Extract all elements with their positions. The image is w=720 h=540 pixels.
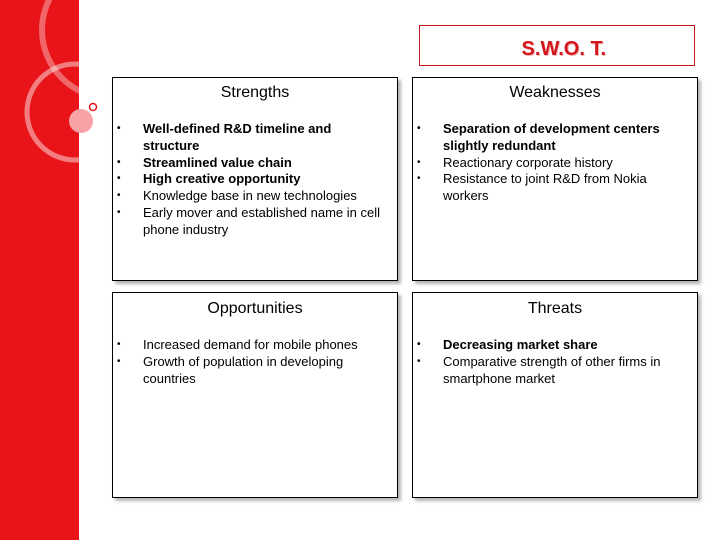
strengths-quadrant — [112, 77, 398, 281]
bullet-icon: • — [417, 355, 421, 367]
bullet-icon: • — [117, 355, 121, 367]
threats-item-text: Decreasing market share — [443, 337, 598, 352]
slide-title: S.W.O. T. — [521, 38, 606, 60]
weaknesses-list — [413, 121, 699, 205]
left-accent-bar — [0, 0, 79, 540]
bullet-icon: • — [417, 339, 421, 350]
threats-quadrant — [412, 292, 698, 498]
weaknesses-quadrant — [412, 77, 698, 281]
bullet-icon: • — [117, 190, 121, 202]
threats-item — [413, 354, 699, 388]
strengths-item-text: Early mover and established name in cell phone industry — [143, 204, 381, 237]
deco-dot-small — [90, 104, 97, 111]
weaknesses-item-text: Resistance to joint R&D from Nokia workers — [443, 171, 647, 204]
bullet-icon: • — [417, 173, 421, 185]
weaknesses-item — [413, 155, 699, 172]
opportunities-item — [113, 337, 399, 354]
weaknesses-item-text: Reactionary corporate history — [443, 154, 613, 170]
bullet-icon: • — [117, 123, 121, 134]
bullet-icon: • — [417, 156, 421, 168]
strengths-list — [113, 121, 399, 239]
bullet-icon: • — [117, 156, 121, 168]
opportunities-quadrant — [112, 292, 398, 498]
bullet-icon: • — [117, 206, 121, 218]
strengths-item-text: Streamlined value chain — [143, 154, 292, 170]
weaknesses-heading: Weaknesses — [509, 84, 601, 101]
strengths-item — [113, 155, 399, 172]
opportunities-heading: Opportunities — [207, 300, 303, 317]
strengths-item — [113, 171, 399, 188]
strengths-item — [113, 121, 399, 155]
weaknesses-item-text: Separation of development centers slightly redundant — [443, 121, 660, 153]
threats-list — [413, 337, 699, 387]
strengths-item — [113, 188, 399, 205]
bullet-icon: • — [117, 339, 121, 350]
strengths-item-text: High creative opportunity — [143, 171, 301, 187]
threats-item-text: Comparative strength of other firms in smartphone market — [443, 353, 661, 386]
bullet-icon: • — [117, 173, 121, 185]
bullet-icon: • — [417, 123, 421, 134]
weaknesses-item — [413, 171, 699, 205]
opportunities-list — [113, 337, 399, 387]
threats-heading: Threats — [527, 300, 583, 317]
weaknesses-item — [413, 121, 699, 155]
strengths-item — [113, 205, 399, 239]
opportunities-item — [113, 354, 399, 388]
strengths-heading: Strengths — [220, 84, 290, 101]
opportunities-item-text: Growth of population in developing countries — [143, 353, 344, 386]
strengths-item-text: Well-defined R&D timeline and structure — [143, 121, 332, 153]
threats-item — [413, 337, 699, 354]
strengths-item-text: Knowledge base in new technologies — [143, 188, 357, 204]
opportunities-item-text: Increased demand for mobile phones — [143, 337, 358, 352]
title-box — [419, 25, 695, 66]
